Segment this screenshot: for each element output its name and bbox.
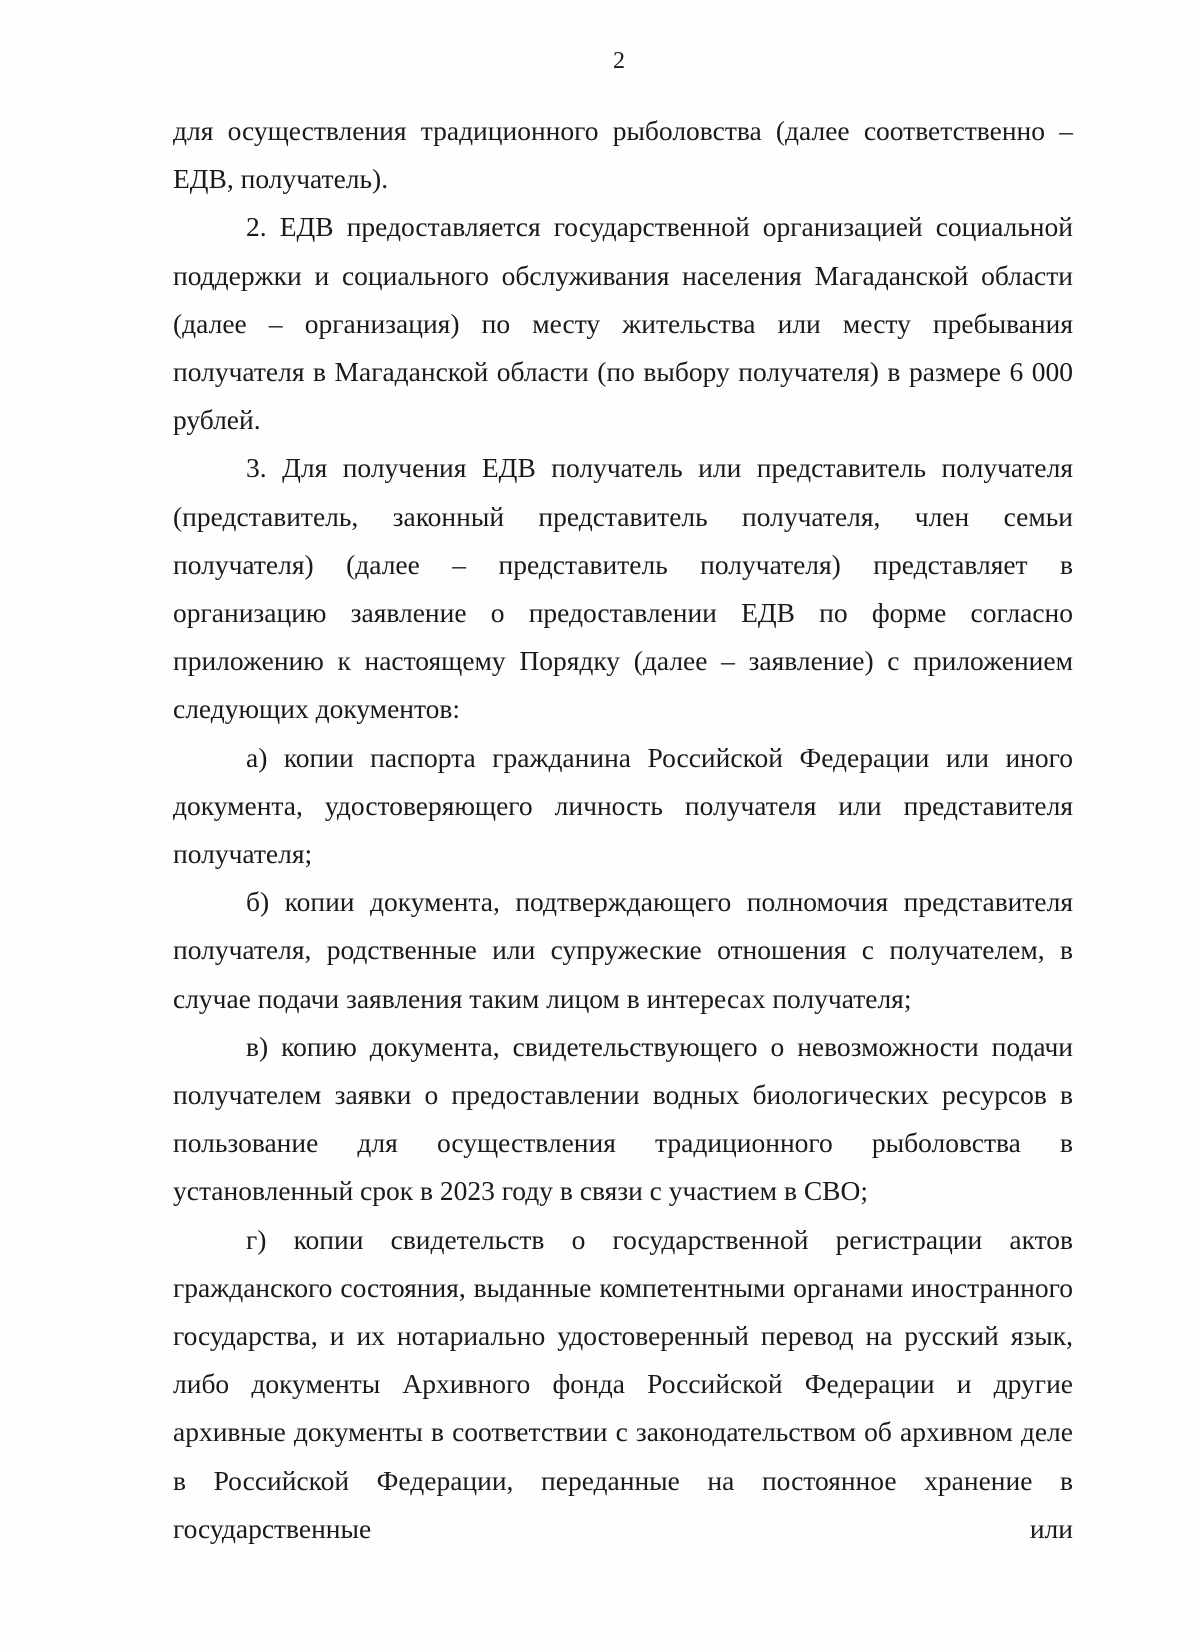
page-number: 2: [613, 48, 625, 74]
subitem-a: а) копии паспорта гражданина Российской Федерации или иного документа, удостоверяющего личность получателя или представителя получателя;: [173, 741, 1073, 870]
paragraph-item-3: 3. Для получения ЕДВ получатель или представитель получателя (представитель, законный представитель получателя, член семьи получателя) (далее – представитель получателя) представляет в организацию заявление о предоставлении ЕДВ по форме согласно приложению к настоящему Порядку (далее – заявление) с приложением следующих документов:: [173, 452, 1073, 725]
paragraph-item-2: 2. ЕДВ предоставляется государственной организацией социальной поддержки и социального обслуживания населения Магаданской области (далее – организация) по месту жительства или месту пребывания получателя в Магаданской области (по выбору получателя) в размере 6 000 рублей.: [173, 211, 1073, 436]
subitem-b: б) копии документа, подтверждающего полномочия представителя получателя, родственные или супружеские отношения с получателем, в случае подачи заявления таким лицом в интересах получателя;: [173, 886, 1073, 1014]
subitem-g: г) копии свидетельств о государственной регистрации актов гражданского состояния, выданные компетентными органами иностранного государства, и их нотариально удостоверенный перевод на русский язык, либо документы Архивного фонда Российской Федерации и другие архивные документы в соответствии с законодательством об архивном деле в Российской Федерации, переданные на постоянное хранение в государственные или: [173, 1223, 1073, 1544]
subitem-v: в) копию документа, свидетельствующего о невозможности подачи получателем заявки о предоставлении водных биологических ресурсов в пользование для осуществления традиционного рыболовства в установленный срок в 2023 году в связи с участием в СВО;: [173, 1030, 1073, 1207]
paragraph-continuation: для осуществления традиционного рыболовства (далее соответственно – ЕДВ, получатель).: [173, 115, 1073, 195]
document-body: [173, 107, 1073, 1553]
